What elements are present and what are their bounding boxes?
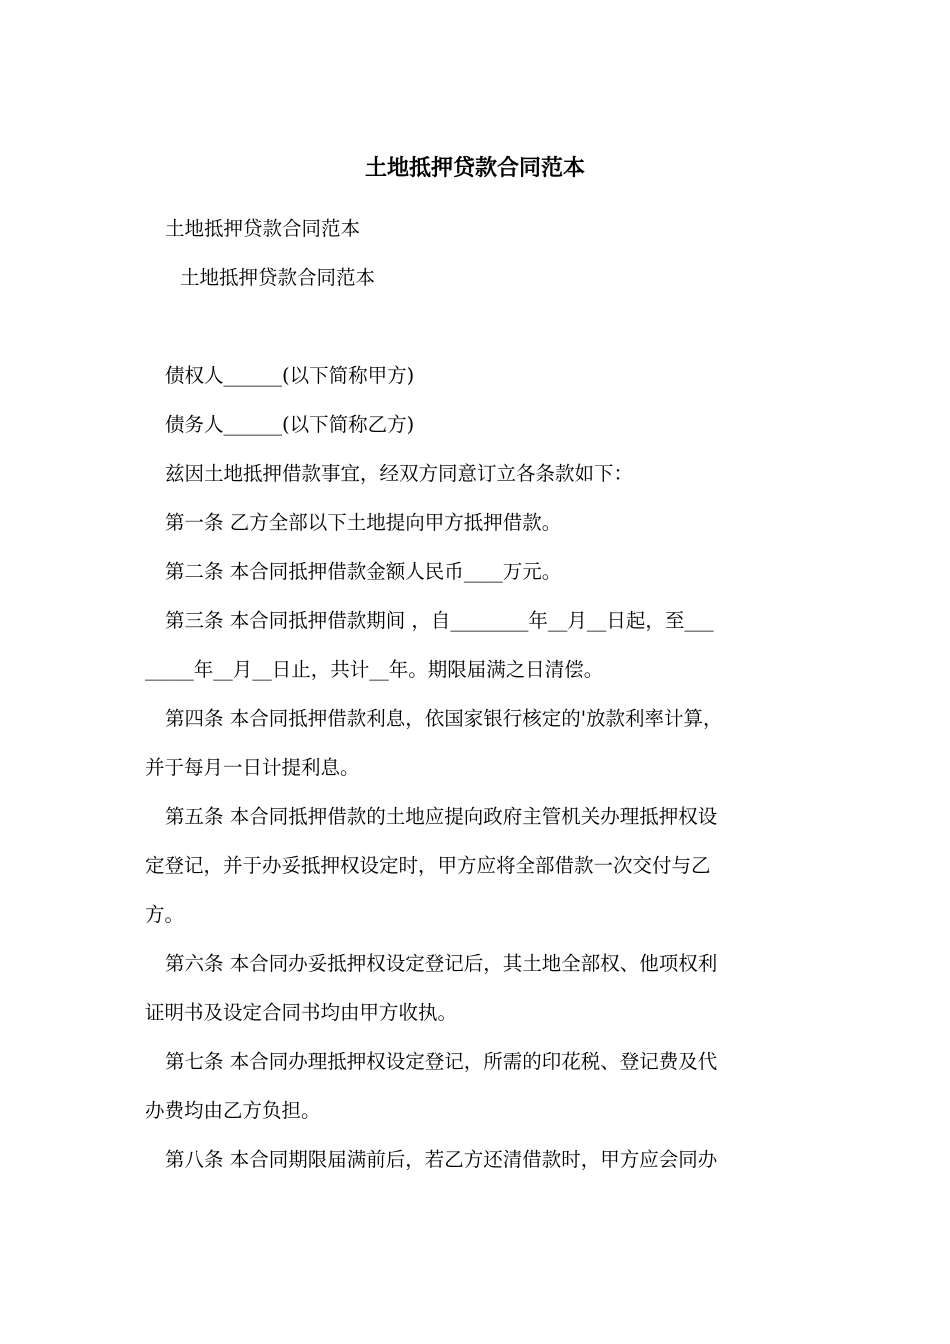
article-4-line-2: 并于每月一日计提利息。	[145, 756, 360, 779]
article-3-line-2: _____年__月__日止，共计__年。期限届满之日清偿。	[145, 658, 604, 681]
article-2: 第二条 本合同抵押借款金额人民币____万元。	[165, 560, 562, 583]
document-body	[145, 204, 810, 1184]
article-6-line-2: 证明书及设定合同书均由甲方收执。	[145, 1001, 458, 1024]
preamble-line: 兹因土地抵押借款事宜，经双方同意订立各条款如下：	[165, 462, 634, 485]
article-5-line-2: 定登记，并于办妥抵押权设定时，甲方应将全部借款一次交付与乙	[145, 854, 711, 877]
subtitle-line: 土地抵押贷款合同范本	[180, 266, 376, 289]
blank-line	[145, 302, 810, 351]
subtitle-line: 土地抵押贷款合同范本	[165, 217, 361, 240]
article-7-line-2: 办费均由乙方负担。	[145, 1099, 321, 1122]
article-5-line-3: 方。	[145, 903, 185, 926]
document-title: 土地抵押贷款合同范本	[364, 156, 585, 181]
article-1: 第一条 乙方全部以下土地提向甲方抵押借款。	[165, 511, 562, 534]
article-4-line-1: 第四条 本合同抵押借款利息，依国家银行核定的'放款利率计算，	[165, 707, 723, 730]
article-7-line-1: 第七条 本合同办理抵押权设定登记，所需的印花税、登记费及代	[165, 1050, 718, 1073]
article-3-line-1: 第三条 本合同抵押借款期间 ，自________年__月__日起，至___	[165, 609, 714, 632]
article-6-line-1: 第六条 本合同办妥抵押权设定登记后，其土地全部权、他项权利	[165, 952, 718, 975]
article-8-line-1: 第八条 本合同期限届满前后，若乙方还清借款时，甲方应会同办	[165, 1148, 718, 1171]
article-5-line-1: 第五条 本合同抵押借款的土地应提向政府主管机关办理抵押权设	[165, 805, 718, 828]
debtor-line: 债务人______(以下简称乙方)	[165, 413, 415, 436]
creditor-line: 债权人______(以下简称甲方)	[165, 364, 415, 387]
